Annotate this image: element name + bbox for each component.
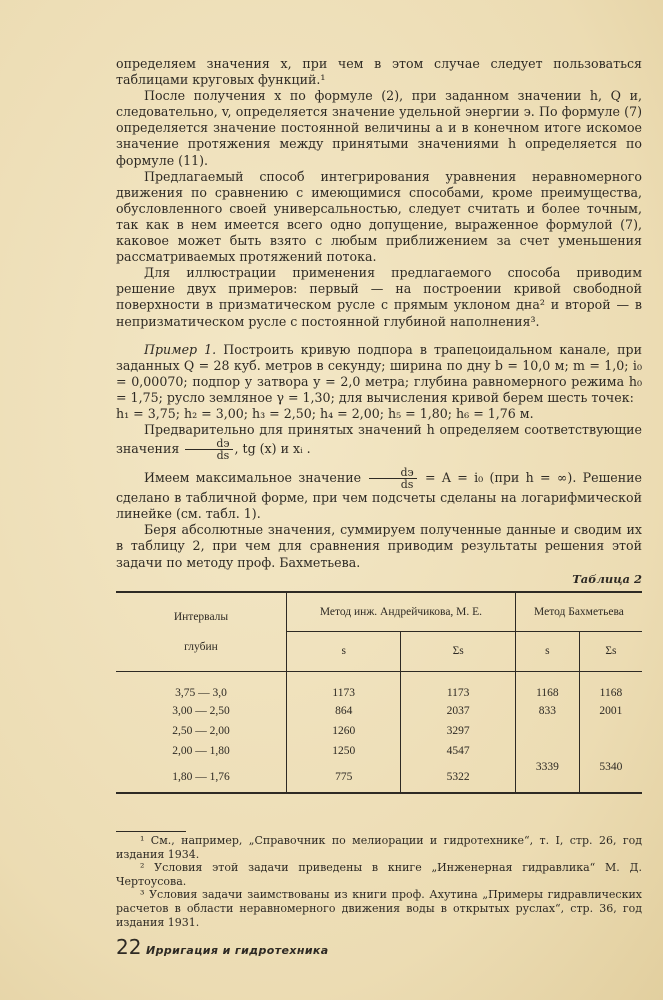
sum2-cell: 5340 (579, 741, 642, 793)
footnote-3: ³ Условия задачи заимствованы из книги проф. Ахутина „Примеры гидравлических расчетов в области неравномерного движения воды в открытых руслах“, стр. 36, год издания 1931. (116, 888, 642, 929)
s1-cell: 864 (287, 701, 401, 721)
interval-header-line2: глубин (184, 640, 218, 653)
sum2-cell (579, 721, 642, 741)
sum1-cell: 2037 (401, 701, 515, 721)
max-fraction-numerator: dэ (369, 467, 416, 479)
sub-header-s2: s (515, 631, 579, 671)
interval-cell: 1,80 — 1,76 (172, 770, 230, 783)
s2-cell (515, 721, 579, 741)
prelim-text: Предварительно для принятых значений h определяем соответствующие значения (116, 422, 642, 457)
example-label: Пример 1. (144, 341, 217, 357)
results-table (116, 591, 642, 795)
s1-cell: 1173 (287, 671, 401, 701)
s2-cell: 3339 (515, 741, 579, 793)
paragraph-4: Для иллюстрации применения предлагаемого способа приводим решение двух примеров: первый — на построении кривой свободной поверхности в призматическом русле с прямым уклоном дна² и второй — в непризматическом русле с постоянной глубиной наполнения³. (116, 265, 642, 329)
sub-header-sum2: Σs (579, 631, 642, 671)
footnote-1: ¹ См., например, „Справочник по мелиорации и гидротехнике“, т. I, стр. 26, год издания 1934. (116, 834, 642, 861)
example-paragraph (116, 342, 642, 406)
sub-header-s1: s (287, 631, 401, 671)
footnote-2: ² Условия этой задачи приведены в книге „Инженерная гидравлика“ М. Д. Чертоусова. (116, 861, 642, 888)
s2-cell: 1168 (515, 671, 579, 701)
max-text: Имеем максимальное значение (144, 470, 362, 486)
sum2-cell: 2001 (579, 701, 642, 721)
table-row (116, 741, 642, 761)
body-text (116, 56, 642, 794)
table-row (116, 701, 642, 721)
prelim-tail: , tg (x) и xᵢ . (234, 441, 311, 457)
last-paragraph: Беря абсолютные значения, суммируем полученные данные и сводим их в таблицу 2, при чем для сравнения приводим результаты решения этой задачи по методу проф. Бахметьева. (116, 522, 642, 570)
max-fraction-denominator: ds (400, 478, 414, 492)
s1-cell: 1260 (287, 721, 401, 741)
prelim-paragraph (116, 422, 642, 461)
sum1-cell: 3297 (401, 721, 515, 741)
sum1-cell: 5322 (401, 761, 515, 793)
table-row (116, 671, 642, 701)
fraction-numerator: dэ (185, 438, 232, 450)
interval-cell: 3,75 — 3,0 (175, 687, 227, 700)
interval-cell: 2,00 — 1,80 (172, 745, 230, 758)
sub-header-sum1: Σs (401, 631, 515, 671)
max-derivative-fraction (369, 467, 416, 490)
fraction-denominator: ds (216, 449, 230, 463)
paragraph-1: определяем значения x, при чем в этом случае следует пользоваться таблицами круговых функций.¹ (116, 56, 642, 88)
paragraph-3: Предлагаемый способ интегрирования уравнения неравномерного движения по сравнению с имеющимися способами, кроме преимущества, обусловленного своей универсальностью, следует считать и более точным, так как в нем имеется всего одно допущение, выраженное формулой (7), каковое может быть взято с любым приближением за счет уменьшения рассматриваемых протяжений потока. (116, 168, 642, 265)
interval-header-line1: Интервалы (173, 610, 229, 623)
sum2-cell: 1168 (579, 671, 642, 701)
sum1-cell: 4547 (401, 741, 515, 761)
example-text: Построить кривую подпора в трапецоидальном канале, при заданных Q = 28 куб. метров в секунду; ширина по дну b = 10,0 м; m = 1,0; i₀ = 0,00070; подпор у затвора y = 2,0 метра; глубина равномерного режима h₀ = 1,75; русло земляное γ = 1,30; для вычисления кривой берем шесть точек: (116, 341, 642, 405)
footnote-rule (116, 831, 186, 832)
interval-cell: 2,50 — 2,00 (172, 725, 230, 738)
s1-cell: 1250 (287, 741, 401, 761)
s1-cell: 775 (287, 761, 401, 793)
max-tail: = A = i₀ (при h = ∞). Решение сделано в табличной форме, при чем подсчеты сделаны на логарифмической линейке (см. табл. 1). (116, 470, 642, 522)
paragraph-2: После получения x по формуле (2), при заданном значении h, Q и, следовательно, v, определяется значение удельной энергии э. По формуле (7) определяется значение постоянной величины a и в конечном итоге искомое значение протяжения между принятыми значениями h определяется по формуле (11). (116, 88, 642, 168)
page-number: 22 (116, 935, 142, 959)
method-bakhmetev-header: Метод Бахметьева (515, 592, 642, 632)
table-caption: Таблица 2 (572, 571, 642, 586)
s2-cell: 833 (515, 701, 579, 721)
derivative-fraction (185, 438, 232, 461)
depth-values: h₁ = 3,75; h₂ = 3,00; h₃ = 2,50; h₄ = 2,00; h₅ = 1,80; h₆ = 1,76 м. (116, 405, 534, 421)
footnotes (116, 834, 642, 929)
sum1-cell: 1173 (401, 671, 515, 701)
table-row (116, 721, 642, 741)
method-andreichikov-header: Метод инж. Андрейчикова, М. Е. (287, 592, 516, 632)
running-title: Ирригация и гидротехника (146, 944, 329, 957)
max-paragraph (116, 467, 642, 522)
interval-header (116, 592, 287, 672)
interval-cell: 3,00 — 2,50 (172, 705, 230, 718)
